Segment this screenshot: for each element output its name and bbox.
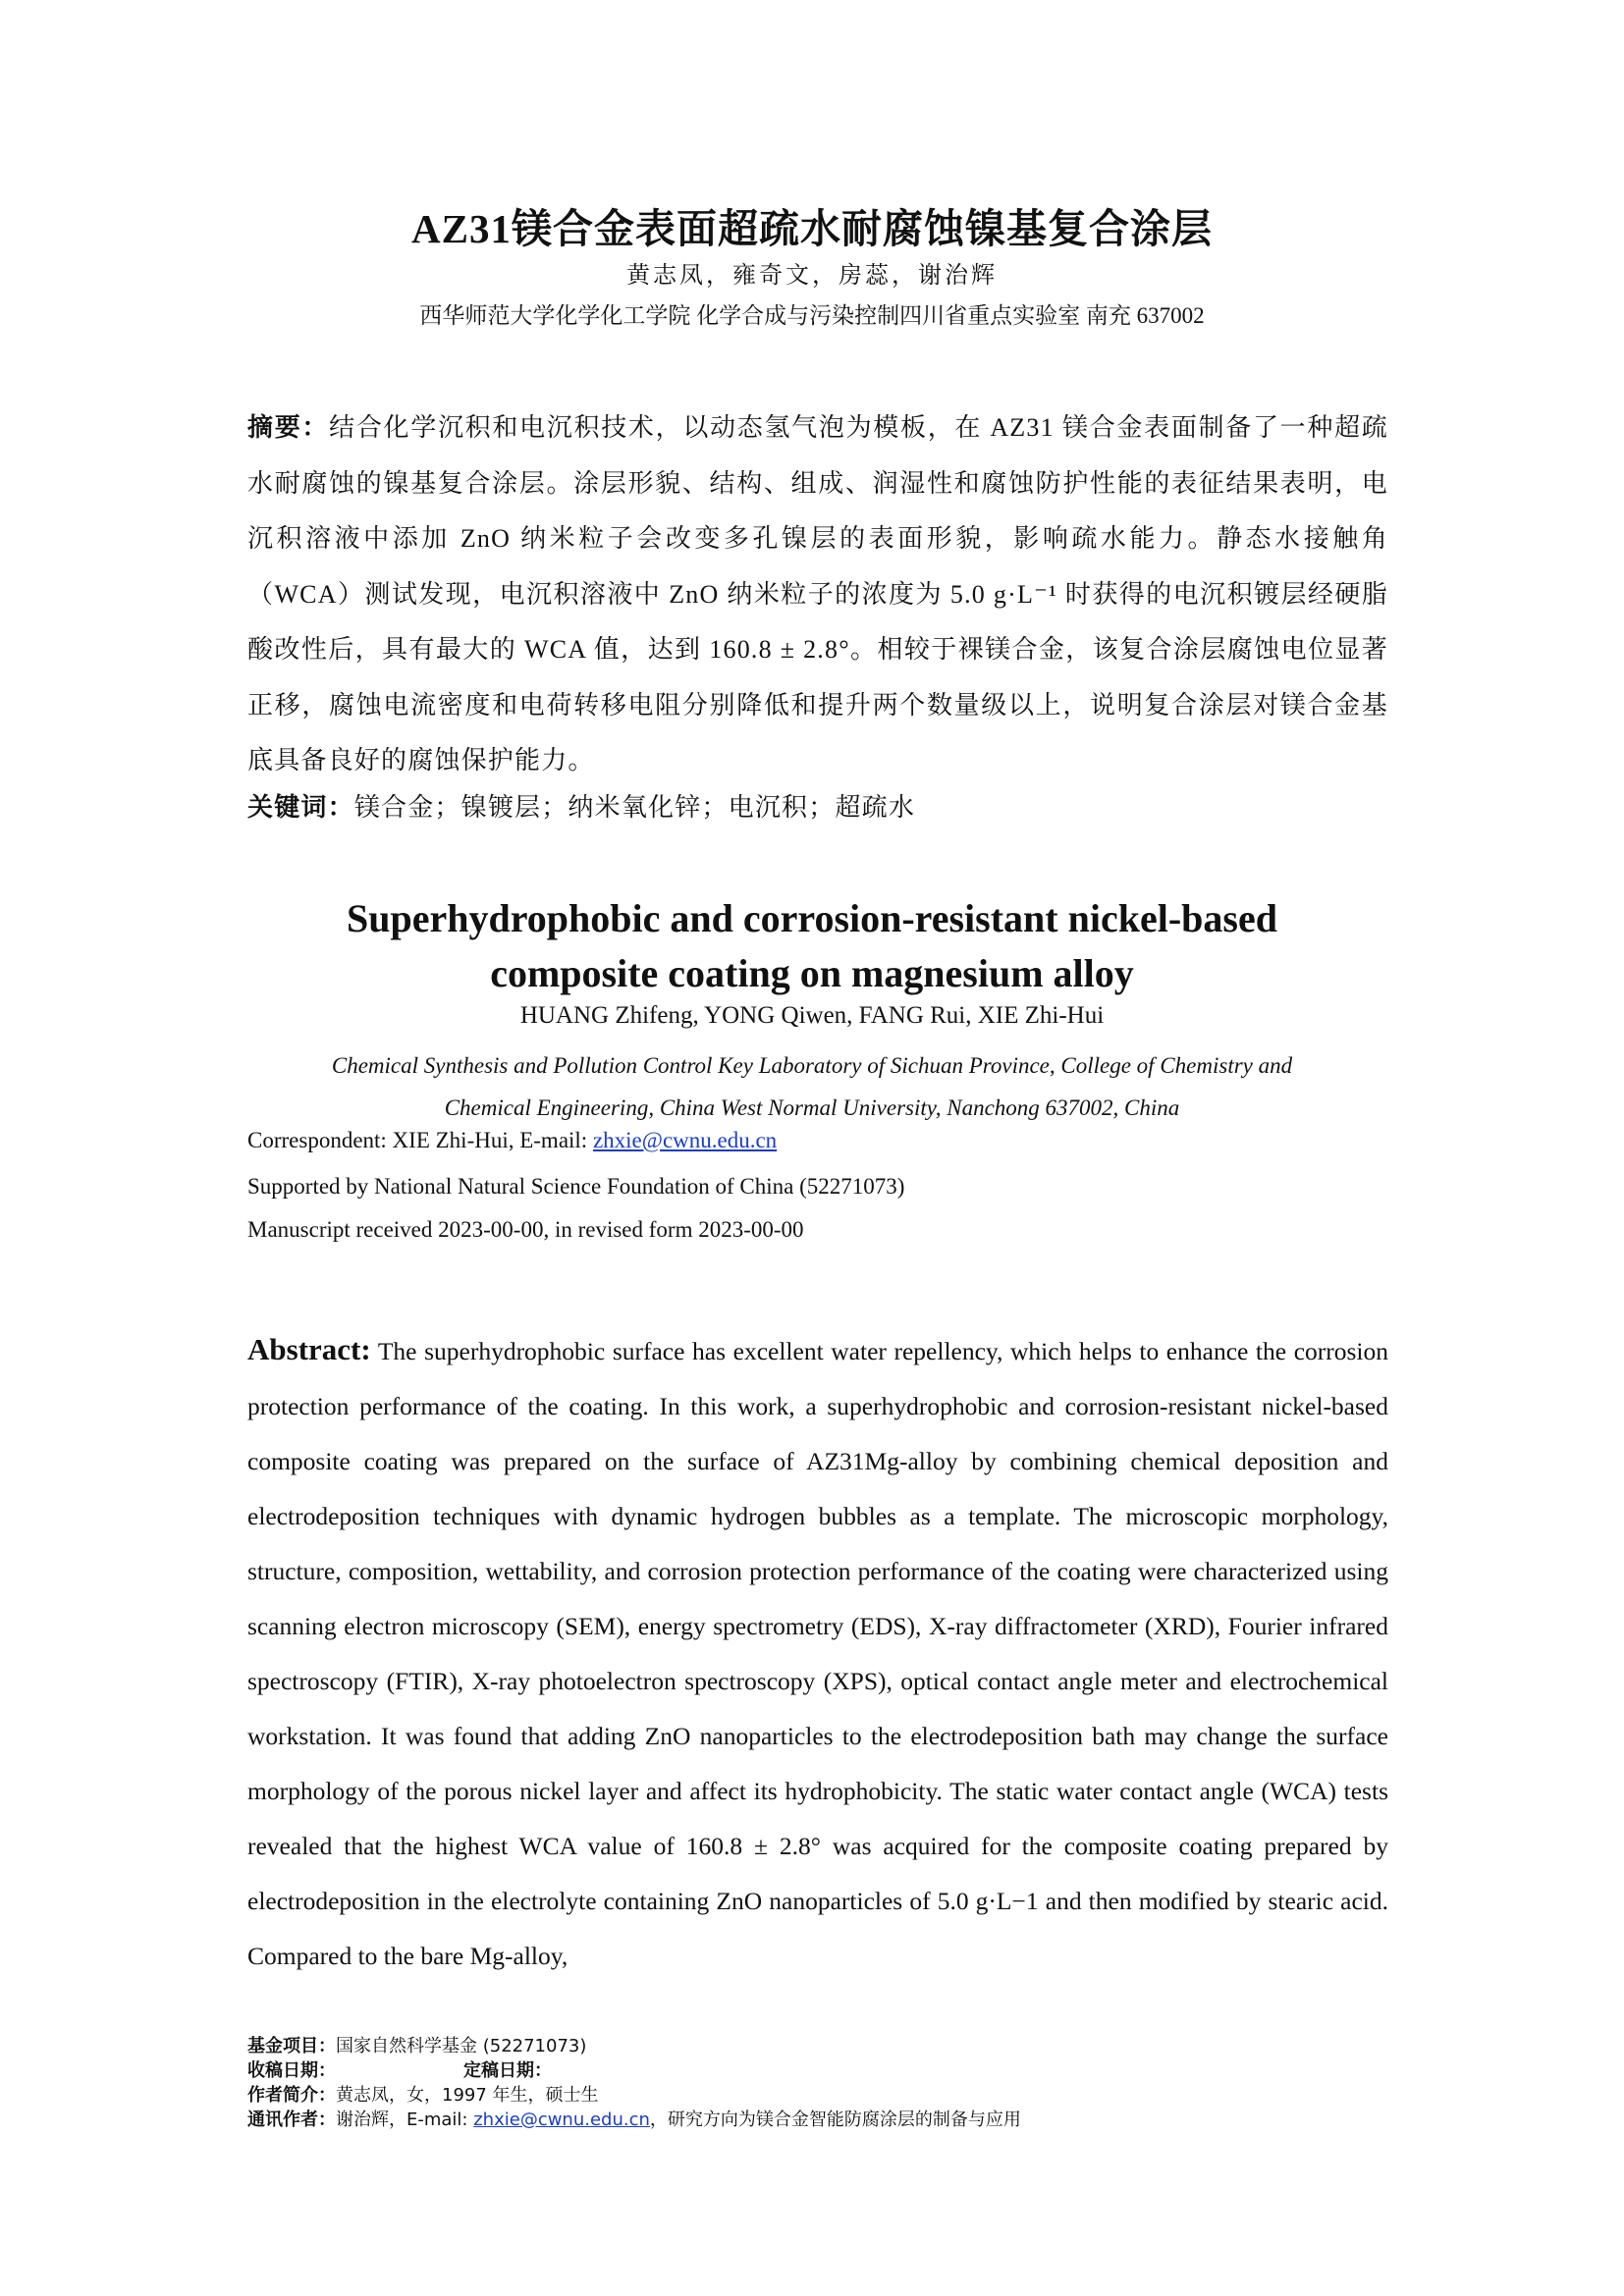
english-abstract xyxy=(247,1322,1388,1984)
footnote-received-label: 收稿日期： xyxy=(247,2060,336,2081)
footnote-fund xyxy=(247,2034,1388,2058)
chinese-keywords-text: 镁合金；镍镀层；纳米氧化锌；电沉积；超疏水 xyxy=(353,793,916,822)
chinese-affiliation: 西华师范大学化学化工学院 化学合成与污染控制四川省重点实验室 南充 637002 xyxy=(419,303,1205,328)
footnote-block xyxy=(247,2034,1388,2132)
correspondent-line xyxy=(247,1128,777,1153)
footnote-fund-label: 基金项目： xyxy=(247,2036,336,2056)
english-abstract-text: The superhydrophobic surface has excellent water repellency, which helps to enhance the corrosion protection performance of the coating. In this work, a superhydrophobic and corrosion-resistant nickel-based composite coating was prepared on the surface of AZ31Mg-alloy by combining chemical deposition and electrodeposition techniques with dynamic hydrogen bubbles as a template. The microscopic morphology, structure, composition, wettability, and corrosion protection performance of the coating were characterized using scanning electron microscopy (SEM), energy spectrometry (EDS), X-ray diffractometer (XRD), Fourier infrared spectroscopy (FTIR), X-ray photoelectron spectroscopy (XPS), optical contact angle meter and electrochemical workstation. It was found that adding ZnO nanoparticles to the electrodeposition bath may change the surface morphology of the porous nickel layer and affect its hydrophobicity. The static water contact angle (WCA) tests revealed that the highest WCA value of 160.8 ± 2.8° was acquired for the composite coating prepared by electrodeposition in the electrolyte containing ZnO nanoparticles of 5.0 g·L−1 and then modified by stearic acid. Compared to the bare Mg-alloy, xyxy=(247,1337,1388,1970)
footnote-corr-tail: ，研究方向为镁合金智能防腐涂层的制备与应用 xyxy=(649,2109,1021,2130)
manuscript-dates: Manuscript received 2023-00-00, in revised form 2023-00-00 xyxy=(247,1217,804,1242)
english-authors: HUANG Zhifeng, YONG Qiwen, FANG Rui, XIE Zhi-Hui xyxy=(519,1002,1105,1029)
english-affiliation-line-2: Chemical Engineering, China West Normal University, Nanchong 637002, China xyxy=(444,1095,1180,1120)
chinese-title: AZ31镁合金表面超疏水耐腐蚀镍基复合涂层 xyxy=(411,206,1213,251)
footnote-fund-text: 国家自然科学基金 (52271073) xyxy=(336,2036,587,2056)
footnote-email-link[interactable]: zhxie@cwnu.edu.cn xyxy=(473,2109,650,2130)
english-title-line-2: composite coating on magnesium alloy xyxy=(490,951,1134,995)
english-title-line-1: Superhydrophobic and corrosion-resistant nickel-based xyxy=(347,896,1277,940)
english-affiliation-line-1: Chemical Synthesis and Pollution Control Key Laboratory of Sichuan Province, College of Chemistry and xyxy=(331,1053,1293,1078)
footnote-finalized-label: 定稿日期： xyxy=(463,2060,552,2081)
chinese-abstract xyxy=(247,400,1388,789)
english-affiliation xyxy=(245,1044,1379,1129)
footnote-correspondent xyxy=(247,2108,1388,2132)
supported-by: Supported by National Natural Science Foundation of China (52271073) xyxy=(247,1174,905,1199)
chinese-abstract-label: 摘要： xyxy=(247,413,330,442)
footnote-bio-text: 黄志凤，女，1997 年生，硕士生 xyxy=(336,2085,599,2106)
english-abstract-label: Abstract: xyxy=(247,1332,371,1366)
chinese-keywords-label: 关键词： xyxy=(247,793,354,822)
footnote-dates xyxy=(247,2058,1388,2083)
footnote-bio-label: 作者简介： xyxy=(247,2085,336,2106)
chinese-authors: 黄志凤，雍奇文，房蕊，谢治辉 xyxy=(626,263,998,289)
english-title xyxy=(0,891,1624,1001)
correspondent-email-link[interactable]: zhxie@cwnu.edu.cn xyxy=(592,1128,778,1152)
correspondent-label: Correspondent: XIE Zhi-Hui, E-mail: xyxy=(247,1128,593,1152)
footnote-corr-label: 通讯作者： xyxy=(247,2109,336,2130)
chinese-abstract-text: 结合化学沉积和电沉积技术，以动态氢气泡为模板，在 AZ31 镁合金表面制备了一种超疏水耐腐蚀的镍基复合涂层。涂层形貌、结构、组成、润湿性和腐蚀防护性能的表征结果表明，电沉积溶液中添加 ZnO 纳米粒子会改变多孔镍层的表面形貌，影响疏水能力。静态水接触角（WCA）测试发现，电沉积溶液中 ZnO 纳米粒子的浓度为 5.0 g·L⁻¹ 时获得的电沉积镀层经硬脂酸改性后，具有最大的 WCA 值，达到 160.8 ± 2.8°。相较于裸镁合金，该复合涂层腐蚀电位显著正移，腐蚀电流密度和电荷转移电阻分别降低和提升两个数量级以上，说明复合涂层对镁合金基底具备良好的腐蚀保护能力。 xyxy=(247,413,1388,774)
chinese-keywords xyxy=(247,787,1388,824)
footnote-corr-name: 谢治辉，E-mail: xyxy=(336,2109,474,2130)
footnote-bio xyxy=(247,2083,1388,2108)
